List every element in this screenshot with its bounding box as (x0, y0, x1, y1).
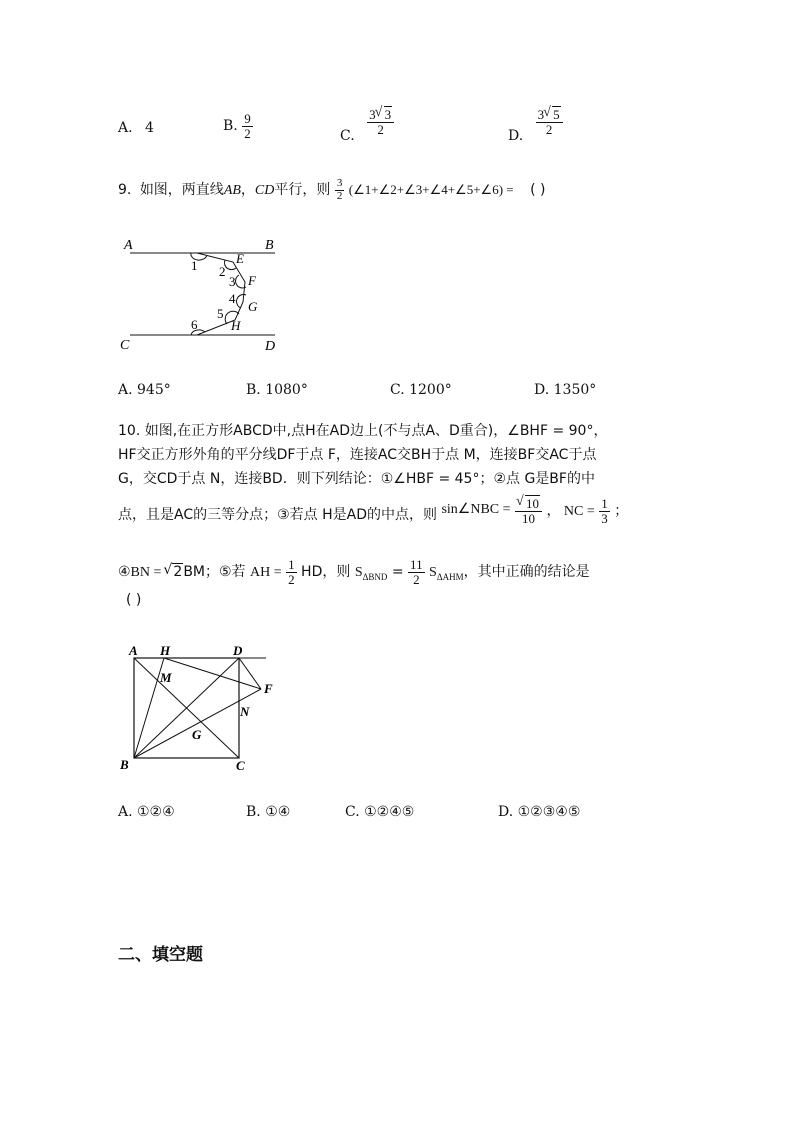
q10-line-4 (118, 497, 628, 525)
q10-ah-fraction (286, 558, 297, 586)
q9-option-a: A. 945° (118, 382, 171, 398)
q9-angle-label-3: 3 (229, 274, 236, 289)
q9-label-e: E (236, 251, 244, 266)
q9-number: 9. (118, 182, 132, 199)
q8-option-c-rad: 3 (384, 107, 392, 122)
q10-ah-num: 1 (288, 557, 295, 572)
q8-option-a (118, 120, 154, 136)
q8-option-c-coef: 3 (369, 107, 376, 122)
q10-line-1: 10. 如图,在正方形ABCD中,点H在AD边上(不与点A、D重合)，∠BHF = 90°， (118, 423, 608, 439)
q10-sin-fraction (515, 497, 542, 525)
q10-label-f: F (264, 681, 273, 696)
q8-option-d-den: 2 (545, 121, 553, 137)
q10-line-4-a: 点，且是AC的三等分点；③若点 H是AD的中点，则 (118, 507, 437, 524)
q10-line-hf (164, 658, 261, 689)
q10-label-n: N (240, 704, 250, 719)
q10-line-4-end: ； (614, 503, 629, 520)
q10-option-a: A. ①②④ (118, 804, 175, 820)
q9-expression: (∠1+∠2+∠3+∠4+∠5+∠6) = (348, 182, 514, 198)
q8-option-d-coef: 3 (537, 107, 545, 122)
q8-option-c-sqrt (376, 108, 393, 122)
q10-s-num: 11 (410, 557, 423, 572)
q10-nc-num: 1 (601, 496, 608, 511)
q10-label-m: M (160, 670, 172, 685)
q9-option-c: C. 1200° (390, 382, 452, 398)
q8-option-d-rad: 5 (553, 107, 560, 122)
q10-line-5-ah: AH = (250, 565, 282, 581)
q10-s1 (355, 565, 388, 580)
q8-option-b-letter: B. (223, 118, 238, 135)
q10-option-d: D. ①②③④⑤ (498, 804, 581, 820)
q10-nc-den: 3 (601, 510, 608, 526)
q10-option-c: C. ①②④⑤ (345, 804, 415, 820)
q10-line-5-a: ④BN = (118, 565, 162, 581)
q9-label-f: F (248, 273, 256, 288)
q8-option-d-letter: D. (508, 128, 524, 145)
q9-cd: CD (254, 183, 275, 199)
q8-option-a-letter: A. (118, 120, 133, 136)
q9-angle-label-5: 5 (217, 306, 224, 321)
q10-sin-sqrt (517, 497, 540, 511)
q9-ab: AB (223, 183, 241, 199)
q8-option-b-num: 9 (244, 111, 251, 126)
q10-line-5-c: ，其中正确的结论是 (463, 564, 590, 581)
q10-s2-sub: ΔAHM (436, 571, 464, 582)
q10-line-4-b: ， NC = (546, 504, 595, 520)
q10-line-5-rad: 2 (173, 564, 183, 581)
q10-line-bf (134, 689, 261, 758)
q9-frac-num: 3 (336, 177, 343, 189)
q10-label-h: H (160, 643, 171, 658)
q9-stem-a: 如图，两直线 (139, 182, 224, 199)
q8-option-c-den: 2 (377, 121, 384, 137)
q10-line-5-b: BM；⑤若 (183, 564, 246, 581)
q10-line-2: HF交正方形外角的平分线DF于点 F，连接AC交BH于点 M，连接BF交AC于点 (118, 447, 597, 463)
q8-option-d (508, 108, 563, 144)
q8-option-b (223, 112, 253, 140)
q9-frac-den: 2 (336, 189, 343, 202)
q9-stem-b: 平行，则 (274, 182, 331, 199)
q8-option-b-den: 2 (244, 125, 251, 141)
q8-option-a-value: 4 (145, 120, 154, 136)
q10-nc-fraction (599, 497, 610, 525)
q8-option-c-letter: C. (340, 128, 355, 145)
q9-comma: ， (240, 182, 255, 199)
q10-ah-den: 2 (288, 571, 295, 587)
q9-option-d: D. 1350° (534, 382, 597, 398)
q10-label-a: A (129, 643, 138, 658)
q9-option-b: B. 1080° (246, 382, 308, 398)
q10-option-b: B. ①④ (246, 804, 291, 820)
q10-line-3: G，交CD于点 N，连接BD．则下列结论：①∠HBF = 45°；②点 G是BF的中 (118, 471, 595, 487)
q8-option-d-fraction (536, 108, 563, 136)
q9-label-a: A (124, 238, 133, 253)
q9-label-g: G (248, 299, 258, 314)
q9-figure (115, 232, 295, 357)
q9-angle-label-1: 1 (191, 258, 198, 273)
q10-line-5-sqrt (164, 564, 183, 580)
q9-fraction (335, 178, 345, 202)
q10-line-5 (118, 558, 590, 586)
q9-angle-label-6: 6 (191, 317, 198, 332)
q10-line-5-eq: = (387, 564, 404, 581)
q10-answer-paren: ( ) (126, 592, 142, 608)
q10-s1-sub: ΔBND (362, 571, 388, 582)
q8-option-b-fraction (242, 112, 253, 140)
q9-answer-paren: ( ) (530, 182, 546, 199)
q10-s2-letter: S (429, 565, 437, 581)
q8-option-c (340, 108, 394, 144)
q10-s1-letter: S (354, 565, 363, 581)
q9-label-c: C (120, 338, 130, 353)
q9-label-d: D (265, 339, 276, 354)
q10-s-fraction (408, 558, 425, 586)
q10-figure (115, 642, 285, 772)
q10-line-4-sin: sin∠NBC = (441, 502, 511, 518)
q10-sin-num (515, 497, 542, 512)
q10-s-den: 2 (413, 571, 420, 587)
q10-label-d: D (233, 643, 243, 658)
q8-option-d-sqrt (544, 108, 561, 122)
q8-option-d-num (536, 108, 563, 123)
q10-label-c: C (236, 758, 245, 772)
q10-line-5-hd: HD，则 (301, 564, 351, 581)
q10-line-df (239, 658, 261, 689)
q8-option-c-num (367, 108, 394, 123)
q10-sin-den: 10 (521, 510, 535, 526)
section-2-heading: 二、填空题 (118, 945, 203, 965)
q9-label-b: B (265, 238, 274, 253)
q10-s2 (429, 565, 464, 580)
q9-stem (118, 178, 545, 202)
q8-option-c-fraction (367, 108, 394, 136)
q10-label-g: G (192, 727, 202, 742)
q9-angle-label-4: 4 (229, 291, 236, 306)
q9-angle-label-2: 2 (219, 264, 226, 279)
q9-label-h: H (231, 318, 241, 333)
q10-label-b: B (120, 757, 129, 772)
q10-sin-rad: 10 (525, 496, 539, 511)
